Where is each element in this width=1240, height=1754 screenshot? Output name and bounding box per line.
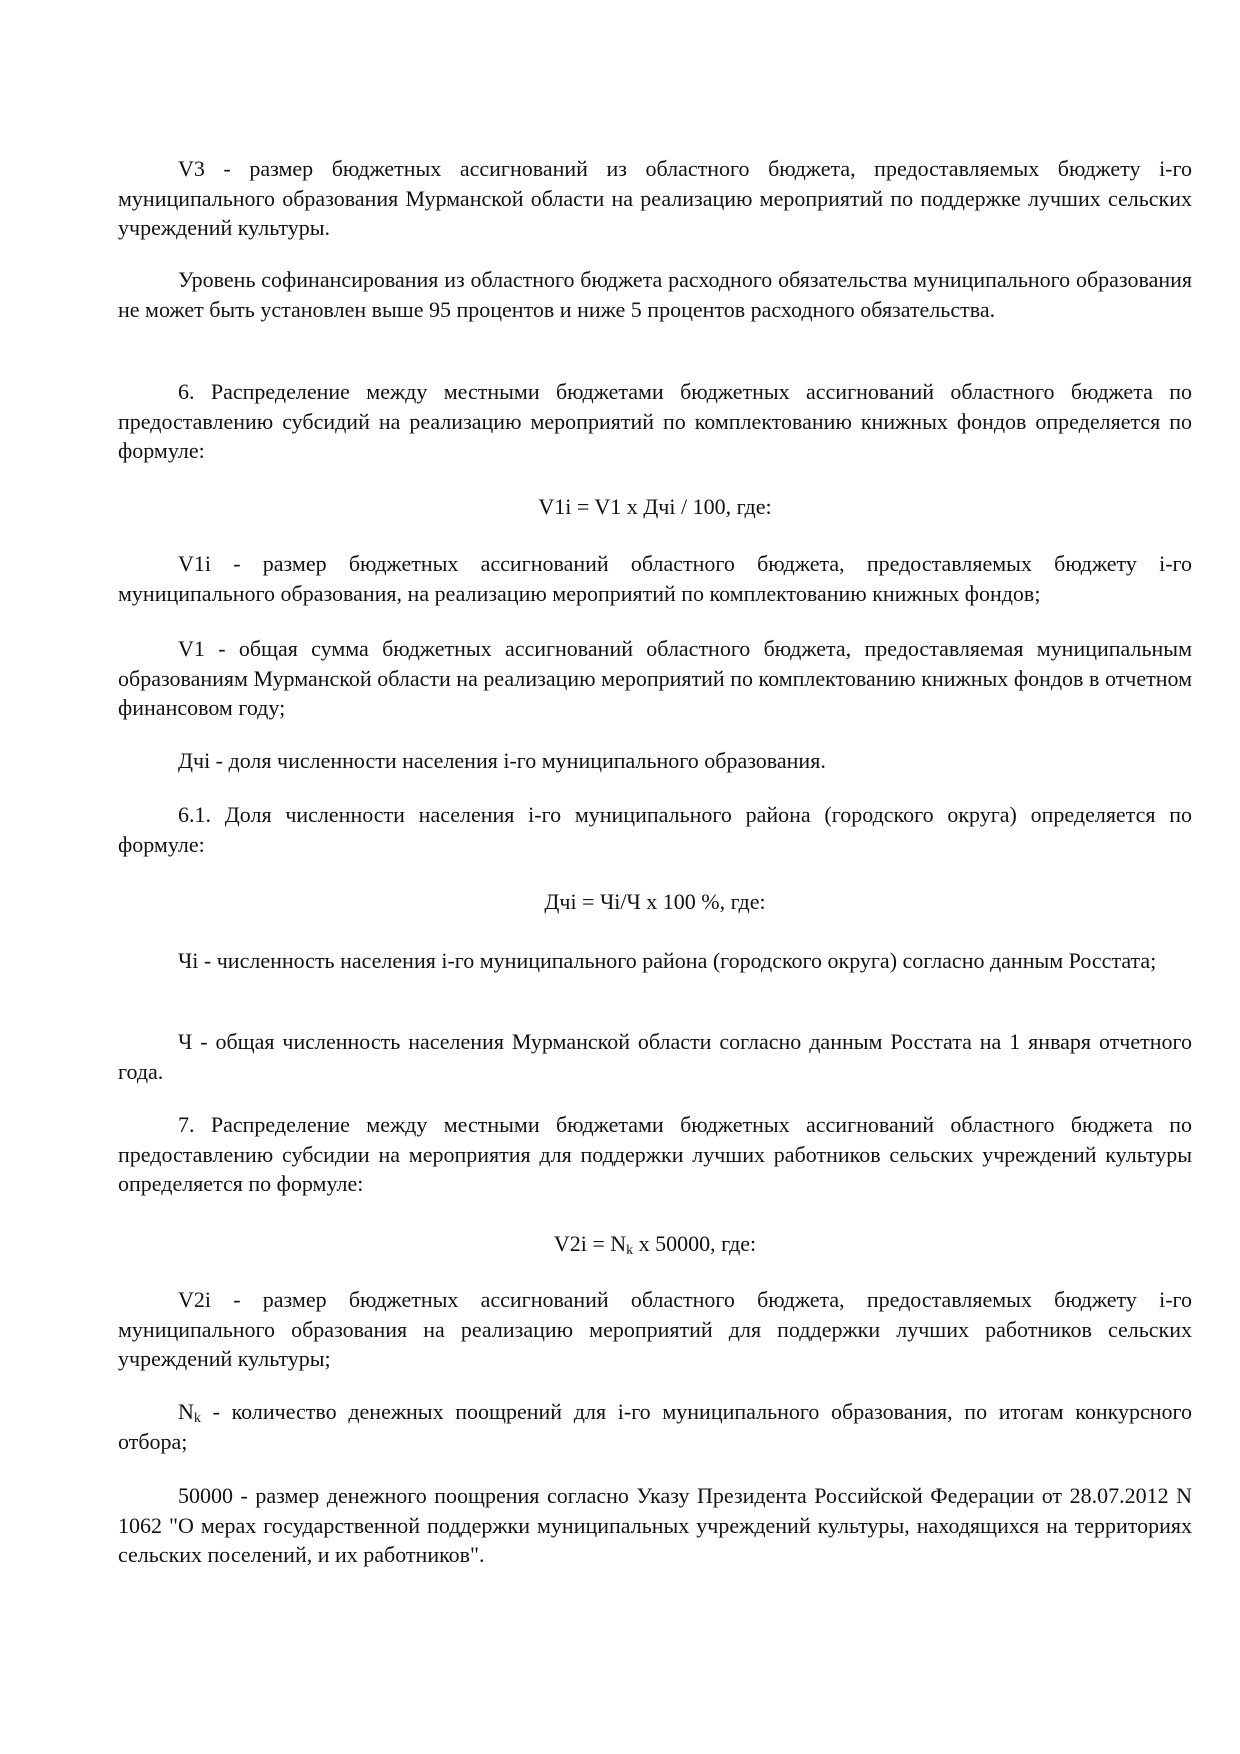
formula-dchi: Дчi = Чi/Ч x 100 %, где:	[544, 889, 766, 914]
paragraph-section-6: 6. Распределение между местными бюджетами бюджетных ассигнований областного бюджета по предоставлению субсидий на реализацию мероприятий по комплектованию книжных фондов определяется по формуле:	[118, 379, 1192, 463]
formula-v2i-right: x 50000, где:	[633, 1231, 757, 1256]
paragraph-cofinancing-level: Уровень софинансирования из областного бюджета расходного обязательства муниципального образования не может быть установлен выше 95 процентов и ниже 5 процентов расходного обязательства.	[118, 267, 1192, 322]
nk-symbol: N	[178, 1399, 194, 1424]
paragraph-v1-definition: V1 - общая сумма бюджетных ассигнований областного бюджета, предоставляемая муниципальным образованиям Мурманской области на реализацию мероприятий по комплектованию книжных фондов в отчетном финансовом году;	[118, 636, 1192, 720]
paragraph-dchi-definition: Дчi - доля численности населения i-го муниципального образования.	[178, 748, 826, 773]
paragraph-v1i-definition: V1i - размер бюджетных ассигнований областного бюджета, предоставляемых бюджету i-го муниципального образования, на реализацию мероприятий по комплектованию книжных фондов;	[118, 551, 1192, 606]
formula-v2i-left: V2i = N	[553, 1231, 627, 1256]
paragraph-section-6-1: 6.1. Доля численности населения i-го муниципального района (городского округа) определяется по формуле:	[118, 802, 1192, 857]
paragraph-section-7: 7. Распределение между местными бюджетами бюджетных ассигнований областного бюджета по предоставлению субсидии на мероприятия для поддержки лучших работников сельских учреждений культуры определяется по формуле:	[118, 1112, 1192, 1196]
paragraph-50000-definition: 50000 - размер денежного поощрения согласно Указу Президента Российской Федерации от 28.07.2012 N 1062 "О мерах государственной поддержки муниципальных учреждений культуры, находящихся на территориях сельских поселений, и их работников".	[118, 1483, 1192, 1567]
formula-v2i	[118, 1229, 1192, 1259]
paragraph-v2i-definition: V2i - размер бюджетных ассигнований областного бюджета, предоставляемых бюджету i-го муниципального образования на реализацию мероприятий для поддержки лучших работников сельских учреждений культуры;	[118, 1287, 1192, 1371]
paragraph-ch-definition: Ч - общая численность населения Мурманской области согласно данным Росстата на 1 января отчетного года.	[118, 1029, 1192, 1084]
paragraph-chi-definition: Чi - численность населения i-го муниципального района (городского округа) согласно данным Росстата;	[178, 948, 1157, 973]
paragraph-nk-definition	[118, 1397, 1192, 1456]
formula-v1i: V1i = V1 x Дчi / 100, где:	[538, 494, 772, 519]
nk-subscript: k	[193, 1411, 201, 1426]
paragraph-v3-definition: V3 - размер бюджетных ассигнований из областного бюджета, предоставляемых бюджету i-го муниципального образования Мурманской области на реализацию мероприятий по поддержке лучших сельских учреждений культуры.	[118, 156, 1192, 240]
nk-text: - количество денежных поощрений для i-го муниципального образования, по итогам конкурсного отбора;	[118, 1399, 1193, 1454]
formula-v2i-subscript: k	[626, 1243, 634, 1258]
